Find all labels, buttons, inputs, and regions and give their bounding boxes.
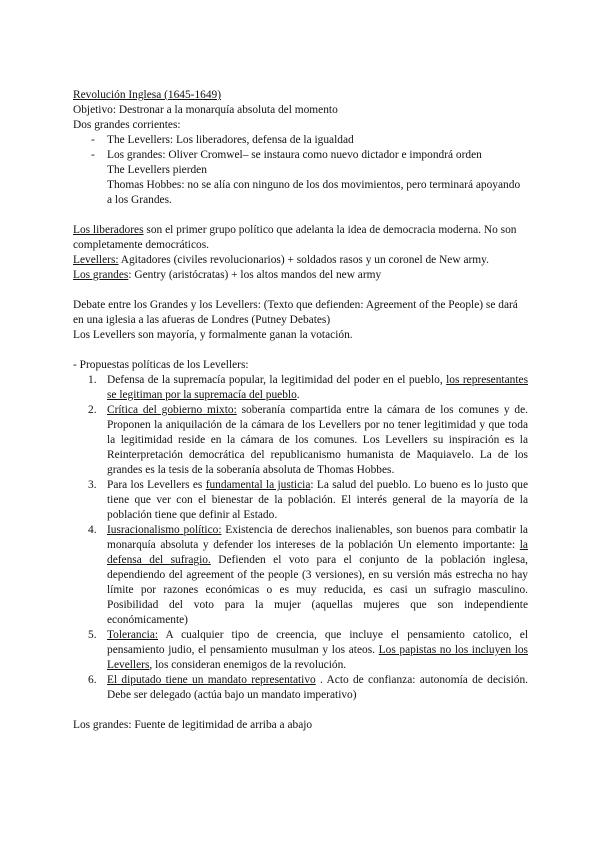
debate-paragraph: Debate entre los Grandes y los Levellers: (Texto que defienden: Agreement of the People) se dará en una iglesia a las afueras de Londres (Putney Debates)	[73, 299, 518, 326]
list-item: 2. Crítica del gobierno mixto: soberanía compartida entre la cámara de los comunes y de. Proponen la aniquilación de la cámara de los Levellers por no tener legitimidad y que toda la legitimidad reside en la cámara de los comunes. Los Levellers su inspiración es la Reinterpretación democrática del republicanismo humanista de Maquiavelo. La de los grandes es la tesis de la soberanía absoluta de Thomas Hobbes.	[88, 404, 528, 476]
sub-levellers: The Levellers pierden	[107, 164, 207, 176]
liberadores-paragraph: Los liberadores son el primer grupo político que adelanta la idea de democracia moderna. No son completamente democráticos.	[73, 224, 517, 251]
propuestas-list	[73, 373, 528, 703]
grandes-paragraph: Los grandes: Gentry (aristócratas) + los altos mandos del new army	[73, 269, 382, 281]
footer-line: Los grandes: Fuente de legitimidad de arriba a abajo	[73, 719, 313, 731]
propuestas-title: - Propuestas políticas de los Levellers:	[73, 359, 249, 371]
list-item: 3. Para los Levellers es fundamental la justicia: La salud del pueblo. Lo bueno es lo justo que tiene que ver con el bienestar de la población. El interés general de la mayoría de la población tiene que definir al Estado.	[88, 479, 529, 521]
list-item: 6. El diputado tiene un mandato representativo . Acto de confianza: autonomía de decisión. Debe ser delegado (actúa bajo un mandato imperativo)	[88, 674, 528, 701]
list-item: 5. Tolerancia: A cualquier tipo de creencia, que incluye el pensamiento catolico, el pensamiento judio, el pensamiento musulman y los ateos. Los papistas no los incluyen los Levellers, los consideran enemigos de la revolución.	[88, 629, 528, 671]
document-title: Revolución Inglesa (1645-1649)	[73, 89, 222, 101]
objetivo-line: Objetivo: Destronar a la monarquía absoluta del momento	[73, 104, 338, 116]
sub-hobbes: Thomas Hobbes: no se alía con ninguno de los dos movimientos, pero terminará apoyando a los Grandes.	[107, 179, 521, 206]
list-item: - Los grandes: Oliver Cromwel– se instaura como nuevo dictador e impondrá orden	[73, 148, 528, 163]
document-body	[73, 88, 528, 733]
corrientes-intro: Dos grandes corrientes:	[73, 119, 181, 131]
corrientes-list	[73, 133, 528, 163]
list-item: - The Levellers: Los liberadores, defensa de la igualdad	[73, 133, 528, 148]
list-item: 4. Iusracionalismo político: Existencia de derechos inalienables, son buenos para combatir la monarquía absoluta y defender los intereses de la población Un elemento importante: la defensa del sufragio. Defienden el voto para el conjunto de la población inglesa, dependiendo del agreement of the people (3 versiones), en su versión más estrecha no hay límite por razones económicas o es muy reducida, es casi un sufragio masculino. Posibilidad del voto para la mujer (aquellas mujeres que son independiente económicamente)	[88, 524, 528, 626]
levellers-paragraph: Levellers: Agitadores (civiles revolucionarios) + soldados rasos y un coronel de New army.	[73, 254, 489, 266]
mayoria-paragraph: Los Levellers son mayoría, y formalmente ganan la votación.	[73, 329, 353, 341]
list-item: 1. Defensa de la supremacía popular, la legitimidad del poder en el pueblo, los representantes se legitiman por la supremacía del pueblo.	[88, 374, 528, 401]
